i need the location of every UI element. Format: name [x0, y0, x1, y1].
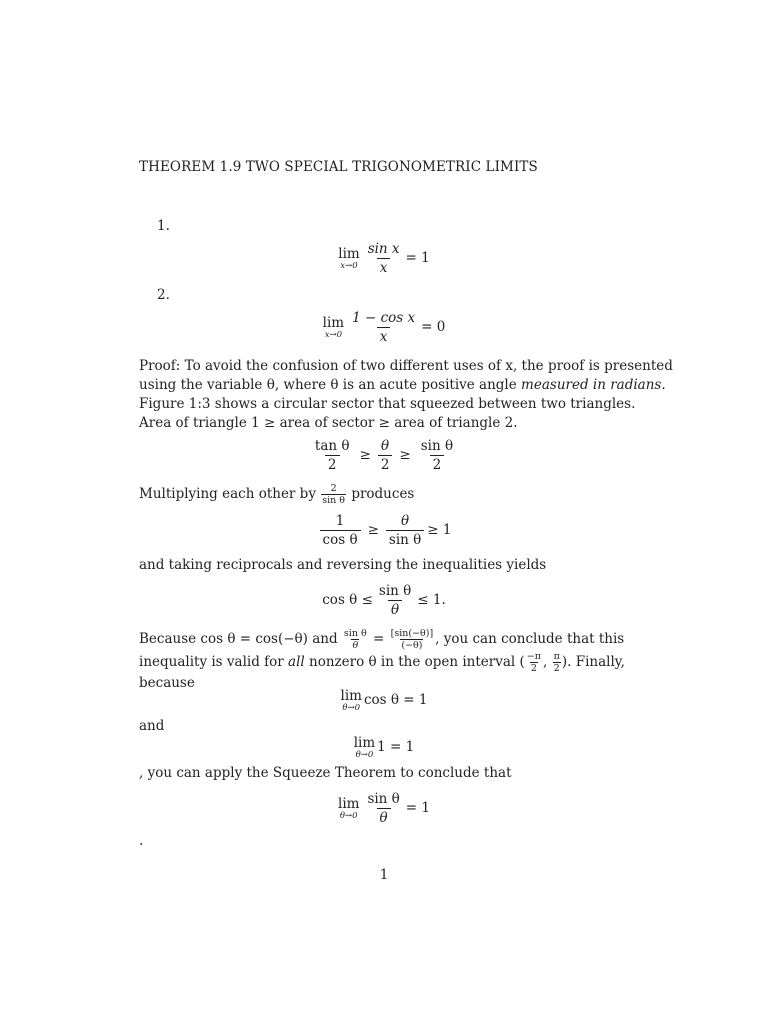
- small-fraction: $\frac{\pi}{2}$: [553, 651, 560, 674]
- because-paragraph: [139, 628, 639, 693]
- limit-one-equation: lim θ→0 1 = 1: [353, 735, 415, 760]
- paragraph-line: because: [139, 675, 195, 691]
- proof-line: Area of triangle 1 ≥ area of sector ≥ area of triangle 2.: [139, 415, 518, 431]
- reciprocal-inequality: $\frac{1}{\text{cos θ}}$ ≥ $\frac{\theta}{\text{sin θ}}$ ≥ 1: [0, 512, 768, 549]
- proof-paragraph: [139, 357, 673, 433]
- small-fraction: $\frac{2}{\text{sin θ}}$: [322, 483, 346, 506]
- multiplying-line: Multiplying each other by $\frac{2}{\text{sin θ}}$ produces: [139, 483, 415, 506]
- proof-line: using the variable θ, where θ is an acute positive angle measured in radians.: [139, 377, 666, 393]
- limit-equation-1: [0, 240, 768, 277]
- emphasis-text: all: [288, 654, 305, 670]
- fraction: $\frac{\theta}{\text{sin θ}}$: [386, 512, 424, 549]
- trailing-period: .: [139, 833, 144, 849]
- squeeze-inequality: cos θ ≤ $\frac{\text{sin θ}}{\theta}$ ≤ 1.: [322, 583, 446, 618]
- and-text: and: [139, 718, 165, 734]
- proof-line: Proof: To avoid the confusion of two different uses of x, the proof is presented: [139, 358, 673, 374]
- theorem-heading: THEOREM 1.9 TWO SPECIAL TRIGONOMETRIC LIMITS: [139, 159, 538, 175]
- area-inequality: $\frac{\text{tan θ}}{2}$ ≥ $\frac{\theta}{2}$ ≥ $\frac{\text{sin θ}}{2}$: [0, 437, 768, 474]
- limit-equation-2: [0, 309, 768, 346]
- item-2-number: 2.: [157, 287, 170, 303]
- paragraph-line: inequality is valid for all nonzero θ in the open interval ( $\frac{-\pi}{2}$ , $\frac{\pi}{2}$ ). Finally,: [139, 651, 625, 674]
- emphasis-text: measured in radians.: [521, 377, 666, 393]
- small-fraction: $\frac{-\pi}{2}$: [526, 651, 542, 674]
- page-number: 1: [379, 867, 389, 883]
- limit-cos-equation: lim θ→0 cos θ = 1: [340, 688, 428, 713]
- limit-operator: lim θ→0: [338, 796, 360, 821]
- fraction: $\frac{1}{\text{cos θ}}$: [320, 512, 361, 549]
- limit-operator: lim θ→0: [340, 688, 362, 713]
- small-fraction: $\frac{\text{sin θ}}{\theta}$: [343, 628, 367, 651]
- reciprocal-text: and taking reciprocals and reversing the inequalities yields: [139, 557, 547, 573]
- paragraph-line: Because cos θ = cos(−θ) and $\frac{\text{sin θ}}{\theta}$ = $\frac{[\sin(-\theta)]}{(-\theta)}$ , you can conclude that this: [139, 628, 625, 651]
- limit-operator: lim x→0: [322, 315, 345, 340]
- equation-rhs: = 0: [421, 319, 446, 335]
- equation-rhs: = 1: [405, 250, 430, 266]
- fraction: $\frac{\text{sin θ}}{\theta}$: [378, 583, 412, 618]
- small-fraction: $\frac{[\sin(-\theta)]}{(-\theta)}$: [390, 628, 434, 651]
- proof-line: Figure 1:3 shows a circular sector that squeezed between two triangles.: [139, 396, 636, 412]
- limit-operator: lim θ→0: [353, 735, 376, 760]
- item-1-number: 1.: [157, 218, 170, 234]
- fraction: $\frac{\theta}{2}$: [378, 437, 393, 474]
- fraction: $\frac{\text{sin θ}}{2}$: [420, 438, 454, 473]
- final-limit-equation: lim θ→0 $\frac{\text{sin θ}}{\theta}$ = 1: [338, 791, 430, 826]
- fraction: $\frac{\text{sin x}}{x}$: [367, 241, 400, 276]
- squeeze-text: , you can apply the Squeeze Theorem to conclude that: [139, 765, 512, 781]
- limit-operator: lim x→0: [338, 246, 360, 271]
- fraction: $\frac{\text{sin θ}}{\theta}$: [367, 791, 400, 826]
- fraction: $\frac{\text{tan θ}}{2}$: [314, 438, 350, 473]
- fraction: $\frac{\text{1 − cos x}}{x}$: [352, 310, 416, 345]
